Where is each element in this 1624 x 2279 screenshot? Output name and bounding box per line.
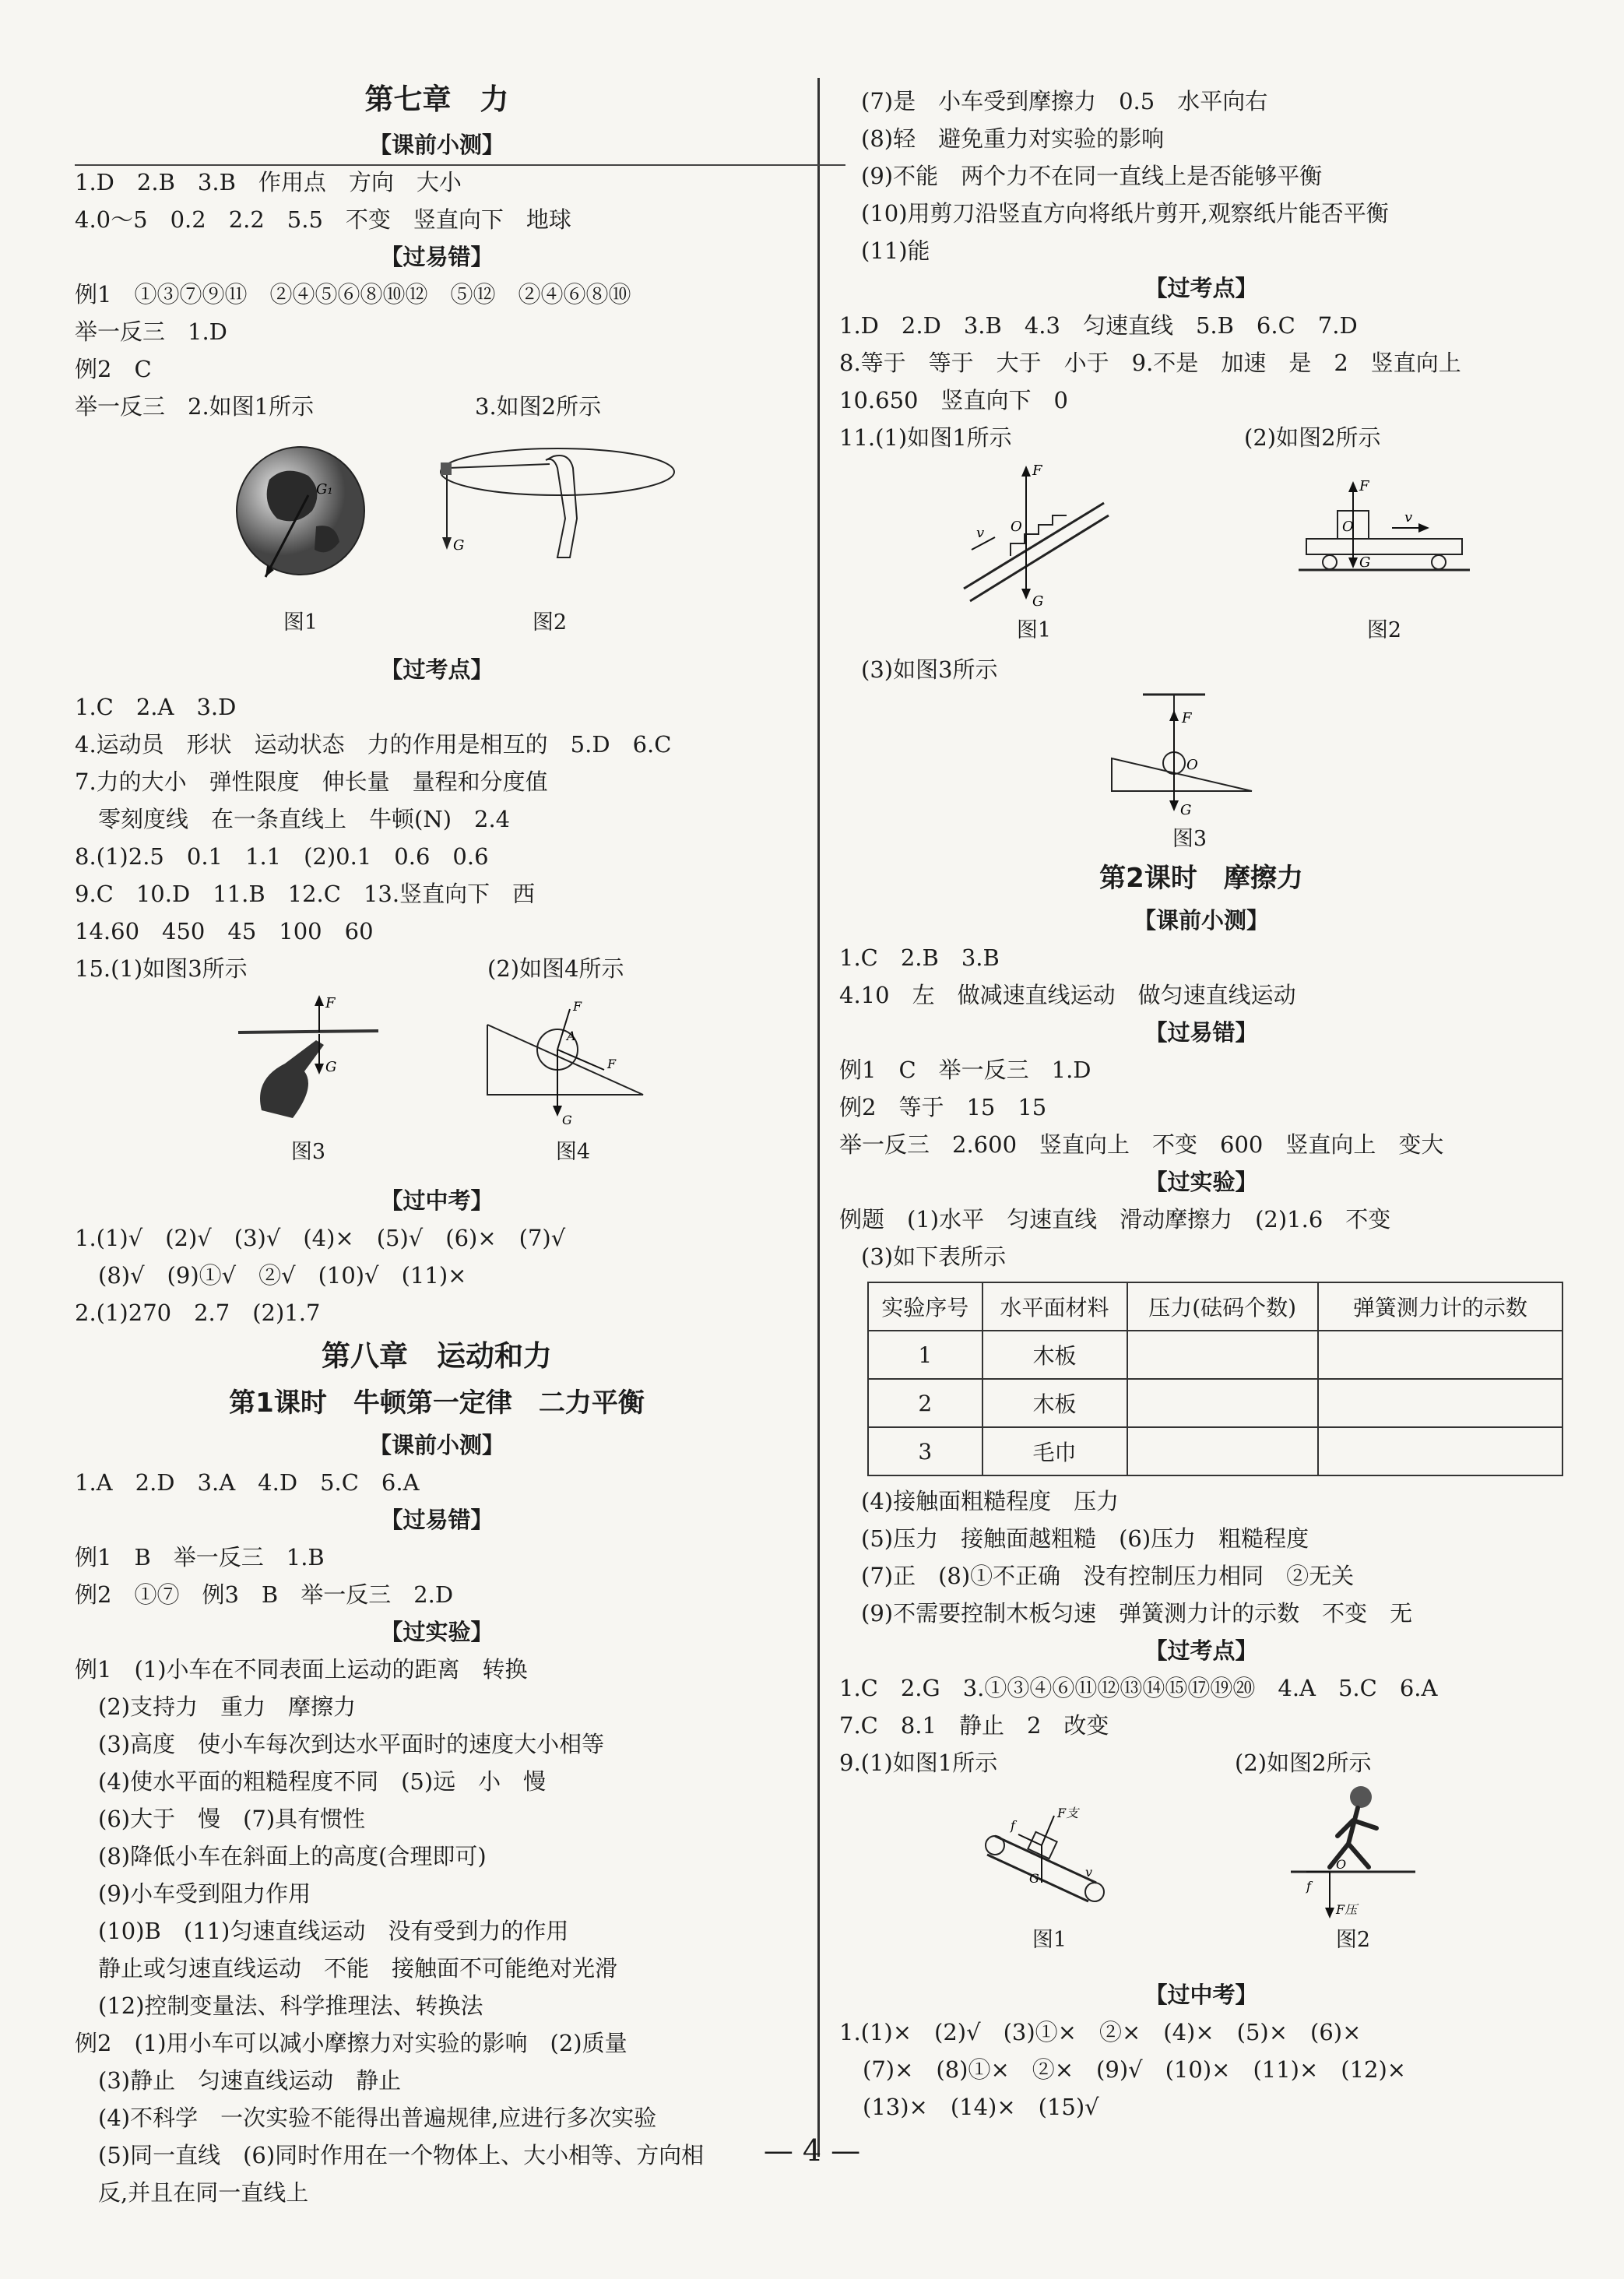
figure-caption: 图4 — [555, 1140, 591, 1164]
table-cell: 木板 — [982, 1379, 1127, 1427]
answer-line: 例2 (1)用小车可以减小摩擦力对实验的影响 (2)质量 — [75, 2030, 627, 2056]
figure-caption: 图2 — [1335, 1928, 1371, 1952]
swing-diagram — [417, 433, 682, 604]
figure-escalator — [948, 456, 1120, 646]
finger-diagram — [230, 994, 386, 1134]
figure-swing — [417, 433, 682, 638]
answer-text: 举一反三 2.如图1所示 — [75, 393, 315, 420]
label-o: O — [1186, 757, 1198, 773]
answer-line: 4.0～5 0.2 2.2 5.5 不变 竖直向下 地球 — [75, 206, 571, 233]
section-error: 【过易错】 — [380, 244, 494, 270]
label-g: G — [562, 1113, 572, 1127]
answer-line: (4)使水平面的粗糙程度不同 (5)远 小 慢 — [98, 1768, 547, 1795]
ball-slope-diagram — [480, 994, 666, 1134]
section-point: 【过考点】 — [380, 656, 494, 683]
answer-line: 1.C 2.A 3.D — [75, 694, 237, 720]
figure-caption: 图1 — [1032, 1928, 1067, 1952]
table-header-row — [868, 1282, 1562, 1331]
answer-text: (2)如图2所示 — [1235, 1750, 1372, 1776]
answer-line: 反,并且在同一直线上 — [98, 2179, 309, 2206]
answer-line: 8.(1)2.5 0.1 1.1 (2)0.1 0.6 0.6 — [75, 843, 489, 870]
answer-line: (9)小车受到阻力作用 — [98, 1880, 311, 1907]
answer-line: 1.A 2.D 3.A 4.D 5.C 6.A — [75, 1469, 420, 1496]
answer-line: (8)√ (9)①√ ②√ (10)√ (11)× — [98, 1262, 467, 1289]
table-cell — [1318, 1379, 1562, 1427]
chapter-7-title: 第七章 力 — [364, 83, 509, 116]
label-o: O — [1011, 519, 1022, 535]
figure-globe — [223, 433, 378, 638]
label-g: G — [325, 1059, 337, 1075]
answer-line: 7.力的大小 弹性限度 伸长量 量程和分度值 — [75, 768, 548, 795]
table-row — [868, 1427, 1562, 1475]
figure-caption: 图1 — [283, 610, 318, 635]
section-error: 【过易错】 — [380, 1507, 494, 1533]
answer-text: (2)如图2所示 — [1244, 424, 1381, 451]
answer-line: (2)支持力 重力 摩擦力 — [98, 1693, 357, 1720]
section-pretest: 【课前小测】 — [368, 132, 504, 158]
label-g: G — [1029, 1871, 1039, 1886]
left-column — [75, 75, 799, 2211]
label-f-press: F压 — [1336, 1902, 1358, 1917]
answer-line: (5)同一直线 (6)同时作用在一个物体上、大小相等、方向相 — [98, 2142, 705, 2168]
figure-cart — [1291, 472, 1478, 646]
answer-line: (8)降低小车在斜面上的高度(合理即可) — [98, 1843, 487, 1869]
answer-line — [839, 1744, 1563, 1781]
answer-line: 10.650 竖直向下 0 — [839, 387, 1068, 413]
section-point: 【过考点】 — [1144, 1637, 1258, 1664]
escalator-diagram — [948, 456, 1120, 612]
label-g: G — [453, 537, 465, 554]
answer-line: 静止或匀速直线运动 不能 接触面不可能绝对光滑 — [98, 1955, 618, 1982]
answer-line — [75, 388, 799, 425]
experiment-table — [867, 1282, 1563, 1476]
answer-line: (5)压力 接触面越粗糙 (6)压力 粗糙程度 — [861, 1525, 1309, 1552]
answer-line: (11)能 — [861, 237, 930, 264]
answer-line: 例1 ①③⑦⑨⑪ ②④⑤⑥⑧⑩⑫ ⑤⑫ ②④⑥⑧⑩ — [75, 281, 631, 308]
figure-row — [75, 425, 799, 651]
answer-line: (7)是 小车受到摩擦力 0.5 水平向右 — [861, 88, 1268, 114]
answer-text: 3.如图2所示 — [475, 393, 602, 420]
answer-text: (2)如图4所示 — [487, 955, 624, 982]
label-f-support: F支 — [1057, 1806, 1079, 1820]
label-g: G — [1032, 593, 1044, 610]
figure-caption: 图2 — [1366, 618, 1402, 642]
answer-line: (4)接触面粗糙程度 压力 — [861, 1488, 1120, 1514]
table-cell: 3 — [868, 1427, 982, 1475]
label-f: F — [607, 1057, 617, 1071]
answer-line: 零刻度线 在一条直线上 牛顿(N) 2.4 — [98, 806, 511, 832]
label-g1: G₁ — [316, 481, 333, 498]
figure-finger — [230, 994, 386, 1168]
answer-line: 1.(1)× (2)√ (3)①× ②× (4)× (5)× (6)× — [839, 2019, 1362, 2045]
section-midterm: 【过中考】 — [380, 1187, 494, 1214]
answer-text: 9.(1)如图1所示 — [839, 1750, 998, 1776]
label-g: G — [1359, 554, 1371, 571]
lesson-2-title: 第2课时 摩擦力 — [1099, 863, 1303, 894]
answer-line: 9.C 10.D 11.B 12.C 13.竖直向下 西 — [75, 881, 536, 907]
answer-line: 1.D 2.B 3.B 作用点 方向 大小 — [75, 169, 462, 195]
answer-line: (13)× (14)× (15)√ — [863, 2094, 1099, 2120]
figure-caption: 图1 — [1016, 618, 1052, 642]
label-v: v — [976, 525, 985, 541]
answer-line: 例2 ①⑦ 例3 B 举一反三 2.D — [75, 1581, 454, 1608]
answer-line: 4.10 左 做减速直线运动 做匀速直线运动 — [839, 982, 1296, 1008]
page-number: — 4 — — [763, 2133, 861, 2168]
table-header-cell: 弹簧测力计的示数 — [1318, 1282, 1562, 1331]
table-cell — [1127, 1427, 1318, 1475]
label-f: f — [1011, 1818, 1015, 1833]
table-header-cell: 实验序号 — [868, 1282, 982, 1331]
table-cell: 1 — [868, 1331, 982, 1379]
answer-line: (4)不科学 一次实验不能得出普遍规律,应进行多次实验 — [98, 2105, 657, 2131]
figure-pulley-slope — [1096, 688, 1283, 855]
table-cell — [1127, 1331, 1318, 1379]
answer-line: 例1 (1)小车在不同表面上运动的距离 转换 — [75, 1656, 528, 1683]
table-cell — [1127, 1379, 1318, 1427]
figure-caption: 图3 — [1172, 827, 1207, 851]
table-row — [868, 1331, 1562, 1379]
figure-row — [75, 987, 799, 1182]
figure-runner — [1275, 1781, 1431, 1956]
answer-line: (8)轻 避免重力对实验的影响 — [861, 125, 1165, 152]
globe-diagram — [223, 433, 378, 604]
label-f: F — [1182, 710, 1192, 726]
table-cell — [1318, 1331, 1562, 1379]
pulley-slope-diagram — [1096, 688, 1283, 821]
figure-row — [839, 1781, 1563, 1976]
column-divider — [817, 78, 820, 2157]
answer-line: (3)静止 匀速直线运动 静止 — [98, 2067, 402, 2094]
answer-line: 1.(1)√ (2)√ (3)√ (4)× (5)√ (6)× (7)√ — [75, 1225, 566, 1251]
table-cell: 2 — [868, 1379, 982, 1427]
answer-text: 15.(1)如图3所示 — [75, 955, 248, 982]
answer-line: (6)大于 慢 (7)具有惯性 — [98, 1806, 366, 1832]
label-v: v — [1404, 509, 1413, 526]
label-v: v — [1085, 1865, 1093, 1880]
answer-line: (3)高度 使小车每次到达水平面时的速度大小相等 — [98, 1731, 605, 1757]
answer-line: 例1 B 举一反三 1.B — [75, 1544, 325, 1570]
section-error: 【过易错】 — [1144, 1019, 1258, 1046]
answer-line: 举一反三 2.600 竖直向上 不变 600 竖直向上 变大 — [839, 1131, 1444, 1158]
answer-line: 7.C 8.1 静止 2 改变 — [839, 1712, 1109, 1739]
table-cell — [1318, 1427, 1562, 1475]
right-column — [839, 83, 1563, 2126]
answer-line: (9)不需要控制木板匀速 弹簧测力计的示数 不变 无 — [861, 1600, 1413, 1627]
answer-line: (7)正 (8)①不正确 没有控制压力相同 ②无关 — [861, 1563, 1355, 1589]
answer-line: (9)不能 两个力不在同一直线上是否能够平衡 — [861, 163, 1323, 189]
answer-line: 例1 C 举一反三 1.D — [839, 1057, 1091, 1083]
section-midterm: 【过中考】 — [1144, 1982, 1258, 2008]
answer-text: 11.(1)如图1所示 — [839, 424, 1012, 451]
section-experiment: 【过实验】 — [1144, 1169, 1258, 1195]
answer-line: (3)如图3所示 — [861, 656, 998, 683]
answer-line: 1.C 2.G 3.①③④⑥⑪⑫⑬⑭⑮⑰⑲⑳ 4.A 5.C 6.A — [839, 1675, 1438, 1701]
answer-line: (10)用剪刀沿竖直方向将纸片剪开,观察纸片能否平衡 — [861, 200, 1389, 227]
figure-ball-slope — [480, 994, 666, 1168]
cart-diagram — [1291, 472, 1478, 612]
chapter-8-title: 第八章 运动和力 — [322, 1339, 552, 1373]
answer-line: 1.D 2.D 3.B 4.3 匀速直线 5.B 6.C 7.D — [839, 312, 1358, 339]
table-header-cell: 水平面材料 — [982, 1282, 1127, 1331]
figure-caption: 图2 — [532, 610, 568, 635]
answer-line: 4.运动员 形状 运动状态 力的作用是相互的 5.D 6.C — [75, 731, 672, 758]
answer-line: 举一反三 1.D — [75, 318, 227, 345]
answer-line: 例2 等于 15 15 — [839, 1094, 1047, 1120]
answer-line: (12)控制变量法、科学推理法、转换法 — [98, 1992, 483, 2019]
label-o: O — [1336, 1857, 1347, 1872]
answer-line: (3)如下表所示 — [861, 1243, 1007, 1270]
label-a: A — [567, 1029, 576, 1043]
lesson-1-title: 第1课时 牛顿第一定律 二力平衡 — [229, 1387, 645, 1419]
label-f: f — [1306, 1879, 1311, 1894]
label-f: F — [1359, 478, 1369, 494]
answer-line: 14.60 450 45 100 60 — [75, 918, 374, 944]
figure-row — [839, 456, 1563, 651]
label-g: G — [1180, 802, 1192, 818]
runner-diagram — [1275, 1781, 1431, 1922]
figure-row — [839, 688, 1563, 852]
label-f: F — [1032, 462, 1042, 479]
section-pretest: 【课前小测】 — [1133, 907, 1269, 934]
conveyor-diagram — [979, 1805, 1120, 1922]
answer-line — [839, 419, 1563, 456]
answer-line: 1.C 2.B 3.B — [839, 944, 1000, 971]
table-row — [868, 1379, 1562, 1427]
table-cell: 木板 — [982, 1331, 1127, 1379]
label-f: F — [325, 995, 336, 1011]
answer-line: 例2 C — [75, 356, 152, 382]
section-pretest: 【课前小测】 — [368, 1432, 504, 1458]
answer-line: 8.等于 等于 大于 小于 9.不是 加速 是 2 竖直向上 — [839, 350, 1461, 376]
label-o: O — [1342, 519, 1354, 535]
table-cell: 毛巾 — [982, 1427, 1127, 1475]
section-point: 【过考点】 — [1144, 275, 1258, 301]
answer-line — [75, 950, 799, 987]
label-f: F — [573, 999, 582, 1014]
answer-line: (7)× (8)①× ②× (9)√ (10)× (11)× (12)× — [863, 2056, 1407, 2083]
answer-line: (10)B (11)匀速直线运动 没有受到力的作用 — [98, 1918, 569, 1944]
figure-conveyor — [979, 1805, 1120, 1956]
section-experiment: 【过实验】 — [380, 1619, 494, 1645]
table-header-cell: 压力(砝码个数) — [1127, 1282, 1318, 1331]
answer-line: 例题 (1)水平 匀速直线 滑动摩擦力 (2)1.6 不变 — [839, 1206, 1391, 1233]
figure-caption: 图3 — [290, 1140, 326, 1164]
answer-line: 2.(1)270 2.7 (2)1.7 — [75, 1300, 321, 1326]
